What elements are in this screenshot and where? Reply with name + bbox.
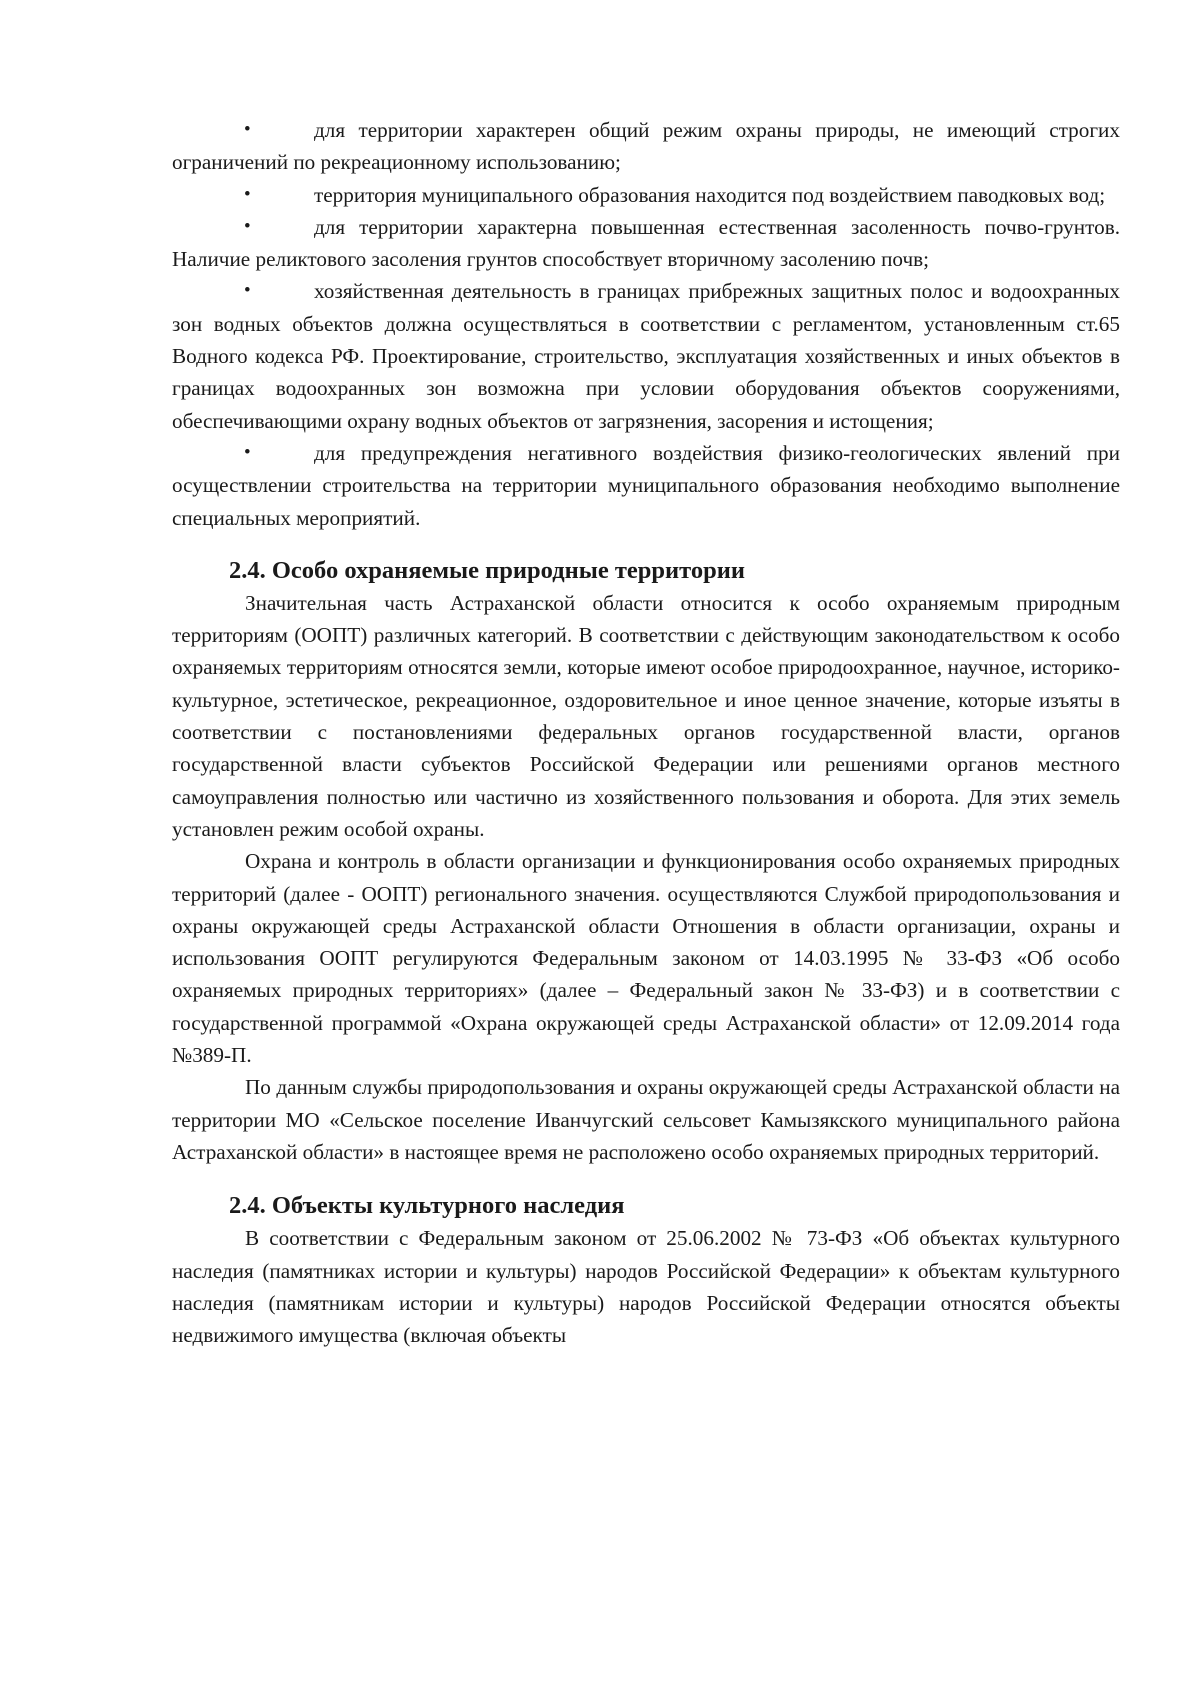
- section-heading-cultural-heritage: 2.4. Объекты культурного наследия: [229, 1192, 625, 1220]
- bullet-icon: •: [244, 215, 251, 237]
- paragraph: Значительная часть Астраханской области относится к особо охраняемым природным территориям (ООПТ) различных категорий. В соответствии с действующим законодательством к особо охраняемых территориям относятся земли, которые имеют особое природоохранное, научное, историко-культурное, эстетическое, рекреационное, оздоровительное и иное ценное значение, которые изъяты в соответствии с постановлениями федеральных органов государственной власти, органов государственной власти субъектов Российской Федерации или решениями органов местного самоуправления полностью или частично из хозяйственного пользования и оборота. Для этих земель установлен режим особой охраны.: [172, 590, 1120, 841]
- bullet-text: территория муниципального образования находится под воздействием паводковых вод;: [314, 182, 1106, 207]
- bullet-icon: •: [244, 119, 251, 140]
- section-heading-protected-areas: 2.4. Особо охраняемые природные территории: [229, 556, 745, 584]
- bullet-item: [172, 437, 1120, 534]
- bullet-text: для территории характерен общий режим охраны природы, не имеющий строгих ограничений по рекреационному использованию;: [172, 118, 1120, 175]
- paragraph: Охрана и контроль в области организации и функционирования особо охраняемых природных территорий (далее - ООПТ) регионального значения. осуществляются Службой природопользования и охраны окружающей среды Астраханской области Отношения в области организации, охраны и использования ООПТ регулируются Федеральным законом от 14.03.1995 № 33-ФЗ «Об особо охраняемых природных территориях» (далее – Федеральный закон № 33-ФЗ) и в соответствии с государственной программой «Охрана окружающей среды Астраханской области» от 12.09.2014 года №389-П.: [172, 849, 1120, 1068]
- bullet-icon: •: [244, 280, 251, 302]
- bullet-item: [172, 211, 1120, 276]
- paragraph: В соответствии с Федеральным законом от 25.06.2002 № 73-ФЗ «Об объектах культурного наследия (памятниках истории и культуры) народов Российской Федерации» к объектам культурного наследия (памятникам истории и культуры) народов Российской Федерации относятся объекты недвижимого имущества (включая объекты: [172, 1226, 1120, 1348]
- bullet-text: для территории характерна повышенная естественная засоленность почво-грунтов. Наличие реликтового засоления грунтов способствует вторичному засолению почв;: [172, 214, 1120, 272]
- bullet-item: [172, 275, 1120, 436]
- bullet-item: [172, 179, 1120, 211]
- bullet-text: для предупреждения негативного воздействия физико-геологических явлений при осуществлении строительства на территории муниципального образования необходимо выполнение специальных мероприятий.: [172, 440, 1120, 530]
- page-content: [172, 114, 1120, 1351]
- paragraph: По данным службы природопользования и охраны окружающей среды Астраханской области на территории МО «Сельское поселение Иванчугский сельсовет Камызякского муниципального района Астраханской области» в настоящее время не расположено особо охраняемых природных территорий.: [172, 1075, 1120, 1164]
- bullet-text: хозяйственная деятельность в границах прибрежных защитных полос и водоохранных зон водных объектов должна осуществляться в соответствии с регламентом, установленным ст.65 Водного кодекса РФ. Проектирование, строительство, эксплуатация хозяйственных и иных объектов в границах водоохранных зон возможна при условии оборудования объектов сооружениями, обеспечивающими охрану водных объектов от загрязнения, засорения и истощения;: [172, 279, 1120, 433]
- bullet-icon: •: [244, 441, 251, 463]
- bullet-icon: •: [244, 183, 251, 205]
- bullet-item: [172, 114, 1120, 179]
